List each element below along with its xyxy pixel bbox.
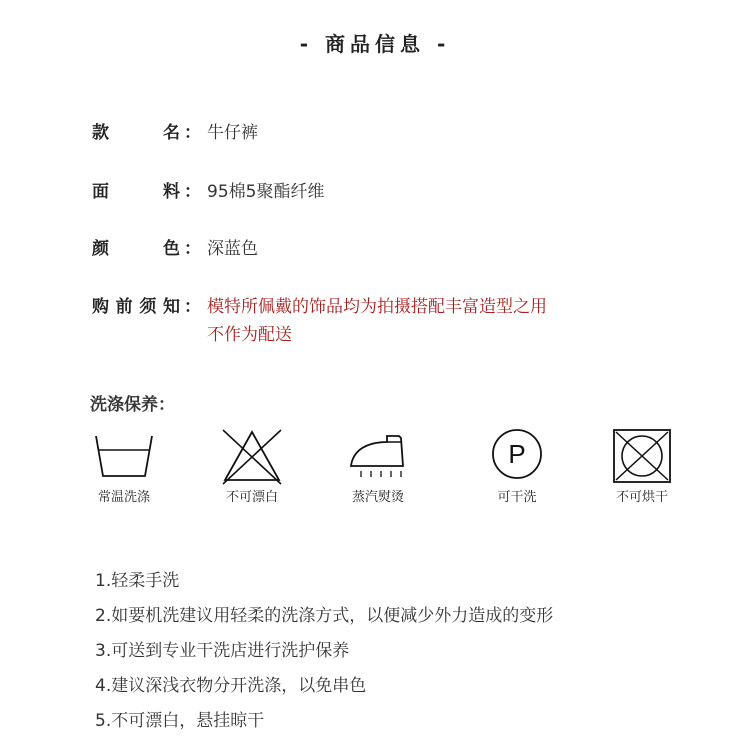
care-label-bleach: 不可漂白 [225, 490, 278, 505]
list-item: 4.建议深浅衣物分开洗涤，以免串色 [95, 676, 367, 696]
care-item-dryclean [467, 428, 567, 505]
info-label-fabric: 面料 [92, 182, 180, 202]
info-value-color: 深蓝色 [207, 239, 258, 259]
care-item-bleach [202, 428, 302, 505]
steam-iron-icon [347, 428, 409, 480]
list-item: 2.如要机洗建议用轻柔的洗涤方式，以便减少外力造成的变形 [95, 606, 554, 626]
info-value-name: 牛仔裤 [207, 123, 258, 143]
care-label-iron: 蒸汽熨烫 [351, 490, 404, 505]
care-item-iron [328, 428, 428, 505]
care-label-dryclean: 可干洗 [497, 490, 537, 505]
care-item-tumble [592, 428, 692, 505]
wash-tub-icon [93, 428, 155, 480]
notice-line-2: 不作为配送 [207, 325, 292, 345]
list-item: 3.可送到专业干洗店进行洗护保养 [95, 641, 350, 661]
page-title: - 商品信息 - [299, 32, 451, 56]
care-section-title: 洗涤保养： [90, 395, 175, 415]
info-label-color: 颜色 [92, 239, 180, 259]
notice-line-1: 模特所佩戴的饰品均为拍摄搭配丰富造型之用 [207, 297, 547, 317]
colon: ： [184, 239, 201, 259]
care-label-tumble: 不可烘干 [615, 490, 668, 505]
no-tumble-dry-icon [611, 428, 673, 484]
list-item: 5.不可漂白，悬挂晾干 [95, 711, 265, 731]
info-label-name: 款名 [92, 123, 180, 143]
care-label-wash: 常温洗涤 [97, 490, 150, 505]
info-value-fabric: 95棉5聚酯纤维 [207, 182, 325, 202]
info-label-notice: 购前须知 [92, 297, 180, 317]
info-row-fabric [92, 177, 324, 202]
colon: ： [184, 123, 201, 143]
colon: ： [184, 297, 201, 317]
info-row-name [92, 118, 258, 143]
info-value-notice [207, 293, 547, 349]
no-bleach-icon [221, 428, 283, 486]
list-item: 1.轻柔手洗 [95, 571, 180, 591]
colon: ： [184, 182, 201, 202]
care-item-wash [74, 428, 174, 505]
info-row-notice [92, 293, 547, 349]
info-row-color [92, 234, 258, 259]
care-tips-list [95, 566, 553, 741]
dry-clean-letter: P [508, 439, 526, 469]
dry-clean-p-icon [490, 428, 544, 480]
